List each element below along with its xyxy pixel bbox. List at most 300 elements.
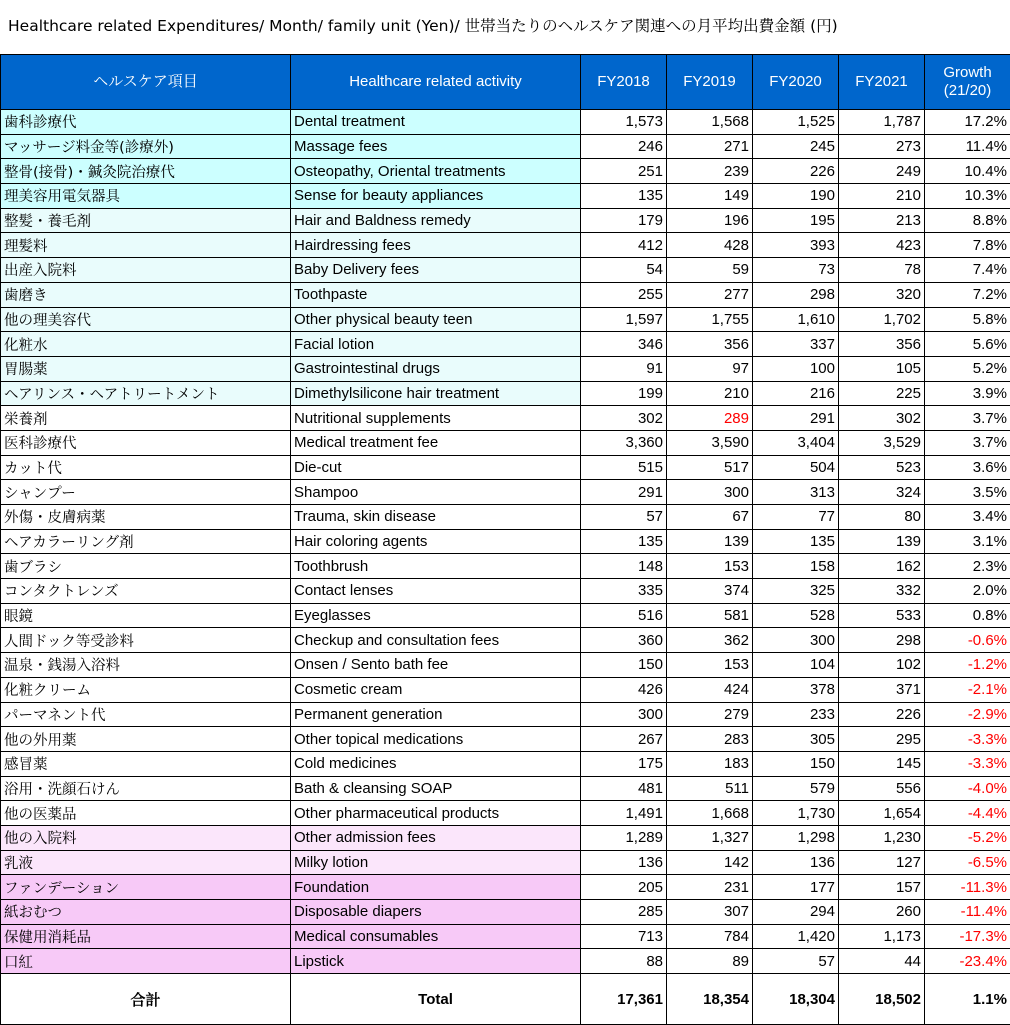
- item-en: Osteopathy, Oriental treatments: [291, 159, 581, 184]
- table-row: [1, 653, 1010, 678]
- item-jp: ヘアリンス・ヘアトリートメント: [1, 381, 291, 406]
- value-growth: -23.4%: [925, 949, 1010, 974]
- table-row: [1, 282, 1010, 307]
- total-fy2020: 18,304: [753, 974, 839, 1025]
- item-en: Other admission fees: [291, 825, 581, 850]
- item-jp: パーマネント代: [1, 702, 291, 727]
- table-row: [1, 233, 1010, 258]
- value-growth: -4.4%: [925, 801, 1010, 826]
- value-fy2021: 213: [839, 208, 925, 233]
- value-fy2018: 54: [581, 258, 667, 283]
- value-fy2018: 713: [581, 924, 667, 949]
- value-growth: -3.3%: [925, 751, 1010, 776]
- value-fy2019: 239: [667, 159, 753, 184]
- item-jp: 医科診療代: [1, 430, 291, 455]
- item-jp: ファンデーション: [1, 875, 291, 900]
- value-fy2021: 1,787: [839, 110, 925, 135]
- value-fy2020: 100: [753, 356, 839, 381]
- value-fy2018: 291: [581, 480, 667, 505]
- table-row: [1, 825, 1010, 850]
- value-fy2019: 1,327: [667, 825, 753, 850]
- item-en: Toothbrush: [291, 554, 581, 579]
- table-row: [1, 258, 1010, 283]
- value-fy2019: 283: [667, 727, 753, 752]
- table-row: [1, 801, 1010, 826]
- header-fy2021: FY2021: [839, 55, 925, 110]
- item-jp: 理美容用電気器具: [1, 184, 291, 209]
- header-growth: [925, 55, 1010, 110]
- item-en: Trauma, skin disease: [291, 505, 581, 530]
- value-fy2018: 302: [581, 406, 667, 431]
- value-fy2020: 1,525: [753, 110, 839, 135]
- value-fy2020: 300: [753, 628, 839, 653]
- item-en: Shampoo: [291, 480, 581, 505]
- item-en: Medical treatment fee: [291, 430, 581, 455]
- value-fy2018: 199: [581, 381, 667, 406]
- item-jp: 口紅: [1, 949, 291, 974]
- value-fy2021: 80: [839, 505, 925, 530]
- table-row: [1, 628, 1010, 653]
- value-fy2020: 325: [753, 579, 839, 604]
- value-growth: -1.2%: [925, 653, 1010, 678]
- item-en: Other topical medications: [291, 727, 581, 752]
- value-fy2020: 216: [753, 381, 839, 406]
- value-growth: -3.3%: [925, 727, 1010, 752]
- total-fy2018: 17,361: [581, 974, 667, 1025]
- value-fy2018: 135: [581, 184, 667, 209]
- value-fy2018: 1,289: [581, 825, 667, 850]
- value-growth: -2.9%: [925, 702, 1010, 727]
- value-fy2018: 135: [581, 529, 667, 554]
- value-fy2019: 1,668: [667, 801, 753, 826]
- value-fy2021: 225: [839, 381, 925, 406]
- value-fy2020: 158: [753, 554, 839, 579]
- value-fy2019: 300: [667, 480, 753, 505]
- value-fy2021: 105: [839, 356, 925, 381]
- header-en: Healthcare related activity: [291, 55, 581, 110]
- item-en: Bath & cleansing SOAP: [291, 776, 581, 801]
- value-growth: 3.5%: [925, 480, 1010, 505]
- value-fy2018: 205: [581, 875, 667, 900]
- total-fy2019: 18,354: [667, 974, 753, 1025]
- value-fy2021: 210: [839, 184, 925, 209]
- item-jp: 人間ドック等受診料: [1, 628, 291, 653]
- value-fy2018: 175: [581, 751, 667, 776]
- value-fy2021: 1,230: [839, 825, 925, 850]
- value-fy2019: 517: [667, 455, 753, 480]
- item-jp: 化粧水: [1, 332, 291, 357]
- table-row: [1, 307, 1010, 332]
- table-row: [1, 900, 1010, 925]
- value-fy2020: 313: [753, 480, 839, 505]
- item-jp: 温泉・銭湯入浴料: [1, 653, 291, 678]
- value-fy2019: 511: [667, 776, 753, 801]
- value-fy2021: 102: [839, 653, 925, 678]
- value-fy2021: 371: [839, 677, 925, 702]
- value-fy2019: 307: [667, 900, 753, 925]
- item-en: Cosmetic cream: [291, 677, 581, 702]
- item-jp: 歯ブラシ: [1, 554, 291, 579]
- value-fy2020: 73: [753, 258, 839, 283]
- value-fy2019: 196: [667, 208, 753, 233]
- value-fy2020: 528: [753, 603, 839, 628]
- table-row: [1, 949, 1010, 974]
- item-jp: ヘアカラーリング剤: [1, 529, 291, 554]
- value-fy2018: 300: [581, 702, 667, 727]
- header-growth-line2: (21/20): [925, 82, 1010, 100]
- value-fy2020: 291: [753, 406, 839, 431]
- table-row: [1, 850, 1010, 875]
- item-en: Nutritional supplements: [291, 406, 581, 431]
- item-en: Other physical beauty teen: [291, 307, 581, 332]
- table-row: [1, 554, 1010, 579]
- item-jp: 理髪料: [1, 233, 291, 258]
- value-fy2020: 378: [753, 677, 839, 702]
- value-fy2018: 346: [581, 332, 667, 357]
- value-fy2021: 556: [839, 776, 925, 801]
- value-fy2020: 233: [753, 702, 839, 727]
- value-fy2018: 1,573: [581, 110, 667, 135]
- value-fy2018: 1,597: [581, 307, 667, 332]
- table-row: [1, 727, 1010, 752]
- value-fy2020: 294: [753, 900, 839, 925]
- value-fy2021: 533: [839, 603, 925, 628]
- item-en: Hair coloring agents: [291, 529, 581, 554]
- value-growth: -4.0%: [925, 776, 1010, 801]
- value-growth: 8.8%: [925, 208, 1010, 233]
- header-fy2018: FY2018: [581, 55, 667, 110]
- item-jp: 出産入院料: [1, 258, 291, 283]
- item-en: Disposable diapers: [291, 900, 581, 925]
- value-fy2021: 157: [839, 875, 925, 900]
- value-fy2020: 298: [753, 282, 839, 307]
- value-fy2018: 516: [581, 603, 667, 628]
- value-fy2018: 3,360: [581, 430, 667, 455]
- item-jp: 乳液: [1, 850, 291, 875]
- total-growth: 1.1%: [925, 974, 1010, 1025]
- value-fy2021: 127: [839, 850, 925, 875]
- header-growth-line1: Growth: [925, 64, 1010, 82]
- item-en: Eyeglasses: [291, 603, 581, 628]
- value-fy2021: 3,529: [839, 430, 925, 455]
- value-fy2020: 245: [753, 134, 839, 159]
- value-growth: 7.8%: [925, 233, 1010, 258]
- item-jp: マッサージ料金等(診療外): [1, 134, 291, 159]
- total-fy2021: 18,502: [839, 974, 925, 1025]
- value-fy2021: 302: [839, 406, 925, 431]
- value-fy2020: 305: [753, 727, 839, 752]
- table-row: [1, 110, 1010, 135]
- value-growth: 10.3%: [925, 184, 1010, 209]
- value-fy2019: 231: [667, 875, 753, 900]
- value-growth: -11.3%: [925, 875, 1010, 900]
- value-fy2019: 581: [667, 603, 753, 628]
- table-row: [1, 776, 1010, 801]
- value-fy2020: 136: [753, 850, 839, 875]
- value-fy2020: 3,404: [753, 430, 839, 455]
- item-en: Die-cut: [291, 455, 581, 480]
- value-fy2021: 162: [839, 554, 925, 579]
- value-growth: -6.5%: [925, 850, 1010, 875]
- value-fy2019: 271: [667, 134, 753, 159]
- value-fy2019: 153: [667, 653, 753, 678]
- value-fy2020: 1,298: [753, 825, 839, 850]
- value-growth: 3.6%: [925, 455, 1010, 480]
- item-en: Dimethylsilicone hair treatment: [291, 381, 581, 406]
- table-row: [1, 529, 1010, 554]
- value-growth: 3.7%: [925, 430, 1010, 455]
- value-fy2020: 1,730: [753, 801, 839, 826]
- item-jp: カット代: [1, 455, 291, 480]
- value-fy2021: 139: [839, 529, 925, 554]
- total-row: [1, 974, 1010, 1025]
- value-fy2021: 249: [839, 159, 925, 184]
- value-fy2021: 523: [839, 455, 925, 480]
- table-row: [1, 505, 1010, 530]
- value-fy2019: 139: [667, 529, 753, 554]
- value-fy2020: 1,610: [753, 307, 839, 332]
- value-fy2021: 332: [839, 579, 925, 604]
- header-fy2020: FY2020: [753, 55, 839, 110]
- value-fy2020: 337: [753, 332, 839, 357]
- table-row: [1, 603, 1010, 628]
- item-jp: 感冒薬: [1, 751, 291, 776]
- value-fy2021: 356: [839, 332, 925, 357]
- value-fy2021: 298: [839, 628, 925, 653]
- value-fy2021: 260: [839, 900, 925, 925]
- item-en: Medical consumables: [291, 924, 581, 949]
- item-jp: 浴用・洗顔石けん: [1, 776, 291, 801]
- item-jp: 紙おむつ: [1, 900, 291, 925]
- table-row: [1, 430, 1010, 455]
- value-fy2018: 1,491: [581, 801, 667, 826]
- value-fy2021: 320: [839, 282, 925, 307]
- value-growth: -11.4%: [925, 900, 1010, 925]
- value-fy2020: 579: [753, 776, 839, 801]
- value-fy2019: 374: [667, 579, 753, 604]
- value-fy2019: 289: [667, 406, 753, 431]
- value-fy2020: 177: [753, 875, 839, 900]
- value-fy2020: 150: [753, 751, 839, 776]
- item-en: Hair and Baldness remedy: [291, 208, 581, 233]
- table-row: [1, 875, 1010, 900]
- value-growth: 5.8%: [925, 307, 1010, 332]
- item-jp: 外傷・皮膚病薬: [1, 505, 291, 530]
- value-fy2018: 335: [581, 579, 667, 604]
- item-jp: 他の理美容代: [1, 307, 291, 332]
- item-en: Massage fees: [291, 134, 581, 159]
- value-fy2018: 426: [581, 677, 667, 702]
- value-growth: 3.4%: [925, 505, 1010, 530]
- value-fy2018: 136: [581, 850, 667, 875]
- value-growth: 0.8%: [925, 603, 1010, 628]
- value-growth: 7.4%: [925, 258, 1010, 283]
- table-row: [1, 924, 1010, 949]
- table-row: [1, 159, 1010, 184]
- table-row: [1, 480, 1010, 505]
- value-fy2018: 148: [581, 554, 667, 579]
- value-fy2019: 142: [667, 850, 753, 875]
- value-fy2021: 1,173: [839, 924, 925, 949]
- item-en: Sense for beauty appliances: [291, 184, 581, 209]
- value-fy2018: 91: [581, 356, 667, 381]
- item-jp: 他の医薬品: [1, 801, 291, 826]
- value-fy2019: 1,568: [667, 110, 753, 135]
- table-row: [1, 381, 1010, 406]
- item-jp: 保健用消耗品: [1, 924, 291, 949]
- value-growth: -0.6%: [925, 628, 1010, 653]
- item-en: Permanent generation: [291, 702, 581, 727]
- item-en: Foundation: [291, 875, 581, 900]
- value-fy2019: 784: [667, 924, 753, 949]
- value-fy2021: 78: [839, 258, 925, 283]
- value-growth: 7.2%: [925, 282, 1010, 307]
- item-en: Contact lenses: [291, 579, 581, 604]
- value-fy2021: 1,654: [839, 801, 925, 826]
- value-fy2019: 1,755: [667, 307, 753, 332]
- total-label-en: Total: [291, 974, 581, 1025]
- table-row: [1, 579, 1010, 604]
- item-en: Toothpaste: [291, 282, 581, 307]
- value-fy2019: 424: [667, 677, 753, 702]
- table-row: [1, 702, 1010, 727]
- item-jp: 眼鏡: [1, 603, 291, 628]
- value-fy2019: 97: [667, 356, 753, 381]
- item-jp: 他の外用薬: [1, 727, 291, 752]
- item-jp: 整骨(接骨)・鍼灸院治療代: [1, 159, 291, 184]
- table-row: [1, 208, 1010, 233]
- value-fy2019: 3,590: [667, 430, 753, 455]
- item-jp: 胃腸薬: [1, 356, 291, 381]
- item-en: Checkup and consultation fees: [291, 628, 581, 653]
- page-title: Healthcare related Expenditures/ Month/ family unit (Yen)/ 世帯当たりのヘルスケア関連への月平均出費金額 (円): [8, 14, 838, 36]
- value-fy2018: 57: [581, 505, 667, 530]
- item-jp: 他の入院料: [1, 825, 291, 850]
- value-fy2018: 285: [581, 900, 667, 925]
- value-fy2019: 356: [667, 332, 753, 357]
- item-jp: コンタクトレンズ: [1, 579, 291, 604]
- table-row: [1, 134, 1010, 159]
- value-fy2019: 279: [667, 702, 753, 727]
- value-fy2019: 362: [667, 628, 753, 653]
- value-fy2021: 273: [839, 134, 925, 159]
- item-jp: 化粧クリーム: [1, 677, 291, 702]
- table-row: [1, 332, 1010, 357]
- value-fy2020: 393: [753, 233, 839, 258]
- value-fy2020: 504: [753, 455, 839, 480]
- item-jp: 整髪・養毛剤: [1, 208, 291, 233]
- item-en: Lipstick: [291, 949, 581, 974]
- item-en: Milky lotion: [291, 850, 581, 875]
- value-fy2019: 67: [667, 505, 753, 530]
- value-fy2021: 324: [839, 480, 925, 505]
- item-en: Gastrointestinal drugs: [291, 356, 581, 381]
- value-fy2021: 1,702: [839, 307, 925, 332]
- value-fy2018: 515: [581, 455, 667, 480]
- value-fy2020: 104: [753, 653, 839, 678]
- value-fy2018: 412: [581, 233, 667, 258]
- item-en: Onsen / Sento bath fee: [291, 653, 581, 678]
- value-growth: 11.4%: [925, 134, 1010, 159]
- item-en: Baby Delivery fees: [291, 258, 581, 283]
- value-fy2018: 179: [581, 208, 667, 233]
- header-fy2019: FY2019: [667, 55, 753, 110]
- value-fy2019: 59: [667, 258, 753, 283]
- item-en: Facial lotion: [291, 332, 581, 357]
- value-fy2021: 44: [839, 949, 925, 974]
- value-fy2020: 195: [753, 208, 839, 233]
- item-en: Hairdressing fees: [291, 233, 581, 258]
- value-fy2020: 57: [753, 949, 839, 974]
- value-fy2018: 360: [581, 628, 667, 653]
- value-fy2020: 135: [753, 529, 839, 554]
- value-growth: 5.2%: [925, 356, 1010, 381]
- value-fy2019: 149: [667, 184, 753, 209]
- item-en: Cold medicines: [291, 751, 581, 776]
- value-growth: 2.3%: [925, 554, 1010, 579]
- table-row: [1, 455, 1010, 480]
- value-fy2019: 210: [667, 381, 753, 406]
- healthcare-expenditure-table: [0, 54, 1010, 1025]
- value-fy2018: 88: [581, 949, 667, 974]
- value-fy2019: 428: [667, 233, 753, 258]
- value-fy2018: 150: [581, 653, 667, 678]
- value-fy2021: 226: [839, 702, 925, 727]
- table-row: [1, 406, 1010, 431]
- table-row: [1, 184, 1010, 209]
- value-fy2020: 1,420: [753, 924, 839, 949]
- value-growth: 10.4%: [925, 159, 1010, 184]
- value-fy2020: 226: [753, 159, 839, 184]
- table-row: [1, 356, 1010, 381]
- value-growth: 3.7%: [925, 406, 1010, 431]
- value-fy2018: 251: [581, 159, 667, 184]
- value-fy2021: 423: [839, 233, 925, 258]
- value-fy2019: 89: [667, 949, 753, 974]
- header-row: [1, 55, 1010, 110]
- value-fy2021: 145: [839, 751, 925, 776]
- item-jp: 歯科診療代: [1, 110, 291, 135]
- item-jp: シャンプー: [1, 480, 291, 505]
- table-body: [1, 110, 1010, 974]
- value-growth: 3.1%: [925, 529, 1010, 554]
- item-en: Dental treatment: [291, 110, 581, 135]
- value-fy2018: 481: [581, 776, 667, 801]
- value-fy2018: 255: [581, 282, 667, 307]
- value-fy2020: 190: [753, 184, 839, 209]
- item-en: Other pharmaceutical products: [291, 801, 581, 826]
- value-fy2019: 183: [667, 751, 753, 776]
- value-growth: 5.6%: [925, 332, 1010, 357]
- table-row: [1, 751, 1010, 776]
- value-fy2019: 277: [667, 282, 753, 307]
- value-growth: -2.1%: [925, 677, 1010, 702]
- value-fy2018: 267: [581, 727, 667, 752]
- value-growth: -5.2%: [925, 825, 1010, 850]
- header-jp: ヘルスケア項目: [1, 55, 291, 110]
- value-growth: 2.0%: [925, 579, 1010, 604]
- value-fy2018: 246: [581, 134, 667, 159]
- item-jp: 歯磨き: [1, 282, 291, 307]
- table-row: [1, 677, 1010, 702]
- item-jp: 栄養剤: [1, 406, 291, 431]
- value-fy2020: 77: [753, 505, 839, 530]
- total-label-jp: 合計: [1, 974, 291, 1025]
- value-growth: 3.9%: [925, 381, 1010, 406]
- value-fy2021: 295: [839, 727, 925, 752]
- value-growth: -17.3%: [925, 924, 1010, 949]
- value-fy2019: 153: [667, 554, 753, 579]
